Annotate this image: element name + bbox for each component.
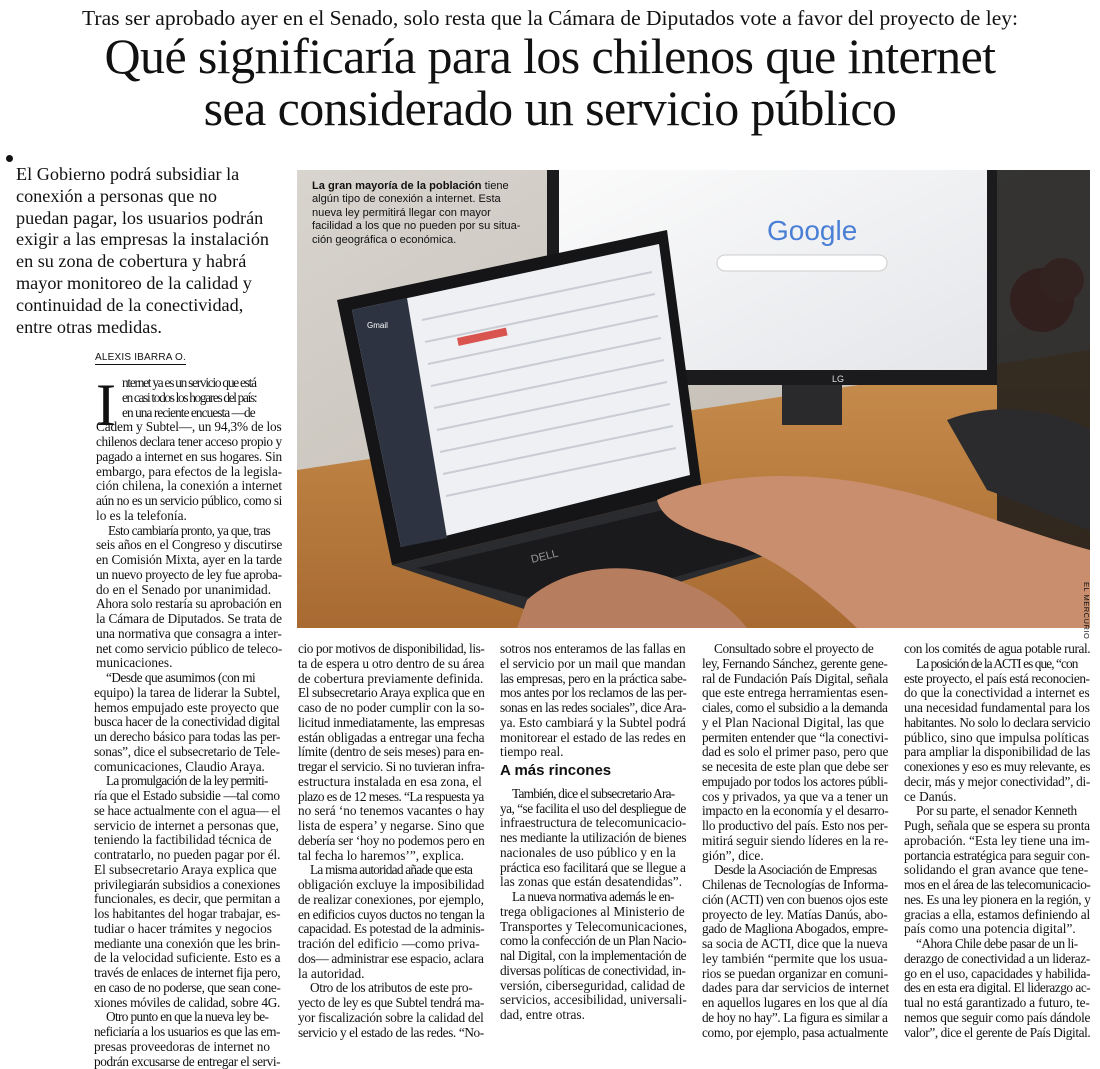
body-line: monitorear el estado de las redes en (500, 731, 686, 746)
deck-line: entre otras medidas. (16, 317, 278, 339)
byline: ALEXIS IBARRA O. (95, 352, 186, 365)
body-line: funcionales, es decir, que permitan a (94, 892, 282, 907)
kicker: Tras ser aprobado ayer en el Senado, solo resta que la Cámara de Diputados vote a favor del proyecto de ley: (0, 6, 1100, 30)
body-line: valor”, dice el gerente de País Digital. (904, 1026, 1090, 1041)
body-line: proyecto de ley. Matías Danús, abo- (702, 908, 888, 923)
body-line: Pugh, señala que se espera su pronta (904, 819, 1090, 834)
body-line: una necesidad fundamental para los (904, 701, 1090, 716)
body-line: aprobación. “Esta ley tiene una im- (904, 834, 1090, 849)
body-line: nacionales de uso público y en la (500, 846, 686, 861)
body-line: debería ser ‘hoy no podemos pero en (298, 834, 484, 849)
body-line: mitirá seguir siendo líderes en la re- (702, 834, 888, 849)
body-line: caso de no poder cumplir con la so- (298, 701, 484, 716)
body-line: privilegiarán subsidios a conexiones (94, 878, 282, 893)
body-line: como la confección de un Plan Nacio- (500, 934, 686, 949)
deck-line: El Gobierno podrá subsidiar la (16, 164, 278, 186)
body-line: servicio de internet a personas que, (94, 819, 282, 834)
body-column-1 (96, 376, 282, 1069)
body-line: nal Digital, con la implementación de (500, 949, 686, 964)
body-line: La promulgación de la ley permiti- (94, 774, 282, 789)
body-line: las empresas, pero en la práctica sabe- (500, 672, 686, 687)
body-line: para ampliar la disponibilidad de las (904, 745, 1090, 760)
deck-line: puedan pagar, los usuarios podrán (16, 208, 278, 230)
body-line: trega obligaciones al Ministerio de (500, 905, 686, 920)
body-line: yecto de ley es que Subtel tendrá ma- (298, 996, 484, 1011)
body-line: nemos que seguir como país dándole (904, 1011, 1090, 1026)
body-line: yor fiscalización sobre la calidad del (298, 1011, 484, 1026)
body-line: empujado por todos los actores públi- (702, 775, 888, 790)
body-line: cos y privados, ya que va a tener un (702, 790, 888, 805)
body-line: nes mediante la utilización de bienes (500, 831, 686, 846)
body-line: ley también “permite que los usua- (702, 952, 888, 967)
body-line: tual no está garantizado a futuro, te- (904, 996, 1090, 1011)
body-line: ta de espera u otro dentro de su área (298, 657, 484, 672)
body-line: ciales, como el subsidio a la demanda (702, 701, 888, 716)
body-line: ría que el Estado subsidie —tal como (94, 789, 282, 804)
body-line: plazo es de 12 meses. “La respuesta ya (298, 790, 484, 805)
body-line: Consultado sobre el proyecto de (702, 642, 888, 657)
body-line: ya, “se facilita el uso del despliegue de (500, 802, 686, 817)
caption-line: algún tipo de conexión a internet. Esta (312, 193, 530, 206)
deck-line: exigir a las empresas la instalación (16, 229, 278, 251)
body-line: capacidad. Es potestad de la adminis- (298, 922, 484, 937)
body-line: contratarlo, no pueden pagar por él. (94, 848, 282, 863)
body-line: llo productivo del país. Esto nos per- (702, 819, 888, 834)
dropcap: I (96, 377, 116, 433)
body-line: seis años en el Congreso y discutirse (96, 538, 282, 553)
body-line: en caso de no poderse, que sean cone- (94, 981, 282, 996)
subheading: A más rincones (500, 764, 686, 779)
caption-text: tiene (485, 180, 509, 192)
body-line: en aquellos lugares en los que al día (702, 996, 888, 1011)
body-line: ley, Fernando Sánchez, gerente gene- (702, 657, 888, 672)
deck-bullet-icon (6, 155, 13, 162)
body-line: Esto cambiaría pronto, ya que, tras (96, 524, 282, 539)
body-line: La nueva normativa además le en- (500, 890, 686, 905)
body-line: la autoridad. (298, 967, 484, 982)
body-line: aún no es un servicio público, como si (96, 494, 282, 509)
body-line: través de enlaces de internet fija pero, (94, 966, 282, 981)
body-line: un derecho básico para todas las per- (94, 730, 282, 745)
body-line: lo es la telefonía. (96, 509, 282, 524)
body-line: licitud inmediatamente, las empresas (298, 716, 484, 731)
body-line: municaciones. (96, 656, 282, 671)
body-line: las zonas que están desatendidas”. (500, 875, 686, 890)
body-line: permiten entender que “la conectivi- (702, 731, 888, 746)
caption-line: facilidad a los que no pueden por su situa- (312, 220, 530, 233)
body-line: do en el Senado por unanimidad. (96, 583, 282, 598)
body-line: podrán excusarse de entregar el servi- (94, 1055, 282, 1069)
body-line: obligación excluye la imposibilidad (298, 878, 484, 893)
caption-line: ción geográfica o económica. (312, 234, 530, 247)
body-line: tración del edificio —como priva- (298, 937, 484, 952)
body-line: embargo, para efectos de la legisla- (96, 465, 282, 480)
body-line: tiempo real. (500, 745, 686, 760)
body-line: gión”, dice. (702, 849, 888, 864)
headline-line-1: Qué significaría para los chilenos que internet (0, 30, 1100, 82)
body-line: de realizar conexiones, por ejemplo, (298, 893, 484, 908)
body-line: El subsecretario Araya explica que (94, 863, 282, 878)
body-line: “Desde que asumimos (con mi (94, 671, 282, 686)
body-line: práctica eso facilitará que se llegue a (500, 861, 686, 876)
body-line: público, sino que impulsa políticas (904, 731, 1090, 746)
body-line: rios se puedan organizar en comuni- (702, 967, 888, 982)
deck (16, 164, 278, 338)
photo-credit: EL MERCURIO (1082, 582, 1091, 639)
body-column-2 (298, 642, 484, 1040)
body-line: Transportes y Telecomunicaciones, (500, 920, 686, 935)
body-line: en casi todos los hogares del país: (96, 391, 282, 406)
body-line: teniendo la factibilidad técnica de (94, 833, 282, 848)
caption-line (312, 180, 530, 193)
photo-caption (312, 180, 530, 247)
body-line: versión, ciberseguridad, calidad de (500, 979, 686, 994)
body-line: con los comités de agua potable rural. (904, 642, 1090, 657)
monitor-brand: LG (832, 374, 844, 384)
body-line: También, dice el subsecretario Ara- (500, 787, 686, 802)
body-line: conexiones y eso es muy relevante, es (904, 760, 1090, 775)
body-line: dos— administrar ese espacio, aclara (298, 952, 484, 967)
body-line: nternet ya es un servicio que está (96, 376, 282, 391)
body-line: derazgo de conectividad a un lideraz- (904, 952, 1090, 967)
body-line: sonas en las redes sociales”, dice Ara- (500, 701, 686, 716)
body-line: ya. Esto cambiará y la Subtel podrá (500, 716, 686, 731)
body-line: se necesita de este plan que debe ser (702, 760, 888, 775)
body-line: sotros nos enteramos de las fallas en (500, 642, 686, 657)
body-line: sa socia de ACTI, dice que la nueva (702, 937, 888, 952)
body-line: de la velocidad suficiente. Esto es a (94, 951, 282, 966)
body-line: ral de Fundación País Digital, señala (702, 672, 888, 687)
body-line: sonas”, dice el subsecretario de Tele- (94, 745, 282, 760)
body-line: de hoy no hay”. La figura es similar a (702, 1011, 888, 1026)
body-line: tudiar o hacer trámites y negocios (94, 922, 282, 937)
body-line: do que la conectividad a internet es (904, 686, 1090, 701)
google-logo: Google (767, 215, 857, 246)
body-line: dad es solo el primer paso, pero que (702, 745, 888, 760)
body-line: una normativa que consagra a inter- (96, 627, 282, 642)
body-line: un nuevo proyecto de ley fue aproba- (96, 568, 282, 583)
body-line: Desde la Asociación de Empresas (702, 863, 888, 878)
body-line: Ahora solo restaría su aprobación en (96, 597, 282, 612)
body-line: como, por ejemplo, pasa actualmente (702, 1026, 888, 1041)
body-line: neficiaría a los usuarios es que las em- (94, 1025, 282, 1040)
body-column-5 (904, 642, 1090, 1040)
body-line: impacto en la economía y el desarro- (702, 804, 888, 819)
body-line: chilenos declara tener acceso propio y (96, 435, 282, 450)
body-line: mediante una conexión que les brin- (94, 937, 282, 952)
body-line: ce Danús. (904, 790, 1090, 805)
body-line: El subsecretario Araya explica que en (298, 686, 484, 701)
body-line: no será ‘no tenemos vacantes o hay (298, 804, 484, 819)
body-line: cio por motivos de disponibilidad, lis- (298, 642, 484, 657)
body-line: Otro de los atributos de este pro- (298, 981, 484, 996)
body-line: los habitantes del hogar trabajar, es- (94, 907, 282, 922)
caption-line: nueva ley permitirá llegar con mayor (312, 207, 530, 220)
body-line: net como servicio público de teleco- (96, 642, 282, 657)
body-line: La misma autoridad añade que esta (298, 863, 484, 878)
body-line: este proyecto, el país está reconocien- (904, 672, 1090, 687)
body-line: dad, entre otras. (500, 1008, 686, 1023)
body-line: xiones móviles de calidad, sobre 4G. (94, 996, 282, 1011)
body-line: estructura instalada en esa zona, el (298, 775, 484, 790)
body-line: en Comisión Mixta, ayer en la tarde (96, 553, 282, 568)
body-line: go en el uso, capacidades y habilida- (904, 967, 1090, 982)
body-line: Otro punto en que la nueva ley be- (94, 1010, 282, 1025)
headline-line-2: sea considerado un servicio público (0, 82, 1100, 134)
body-line: están obligadas a entregar una fecha (298, 731, 484, 746)
body-column-3 (500, 642, 686, 1023)
body-line: que este entrega herramientas esen- (702, 686, 888, 701)
body-line: se hace actualmente con el agua— el (94, 804, 282, 819)
gmail-label: Gmail (367, 321, 388, 330)
body-line: infraestructura de telecomunicacio- (500, 816, 686, 831)
body-line: mos en el área de las telecomunicacio- (904, 878, 1090, 893)
body-line: solidando el gran avance que tene- (904, 863, 1090, 878)
body-line: “Ahora Chile debe pasar de un li- (904, 937, 1090, 952)
body-line: hemos empujado este proyecto que (94, 701, 282, 716)
body-line: tal fecha lo haremos’”, explica. (298, 849, 484, 864)
body-line: pagado a internet en sus hogares. Sin (96, 450, 282, 465)
body-line: ción chilena, la conexión a internet (96, 479, 282, 494)
headline (0, 30, 1100, 134)
body-line: equipo) la tarea de liderar la Subtel, (94, 686, 282, 701)
deck-line: mayor monitoreo de la calidad y (16, 273, 278, 295)
body-line: servicio y el estado de las redes. “No- (298, 1026, 484, 1041)
body-line: diversas políticas de conectividad, in- (500, 964, 686, 979)
deck-line: continuidad de la conectividad, (16, 295, 278, 317)
body-line: La posición de la ACTI es que, “con (904, 657, 1090, 672)
body-line: la Cámara de Diputados. Se trata de (96, 612, 282, 627)
body-line: límite (dentro de seis meses) para en- (298, 745, 484, 760)
body-line: nes. Es una ley pionera en la región, y (904, 893, 1090, 908)
body-line: presas proveedoras de internet no (94, 1040, 282, 1055)
body-line: en una reciente encuesta —de (96, 406, 282, 421)
body-line: Por su parte, el senador Kenneth (904, 804, 1090, 819)
body-line: ción (ACTI) ven con buenos ojos este (702, 893, 888, 908)
deck-line: conexión a personas que no (16, 186, 278, 208)
body-line: en edificios cuyos ductos no tengan la (298, 908, 484, 923)
caption-bold: La gran mayoría de la población (312, 180, 482, 192)
body-line: comunicaciones, Claudio Araya. (94, 760, 282, 775)
body-line: y el Plan Nacional Digital, las que (702, 716, 888, 731)
body-line: Cadem y Subtel—, un 94,3% de los (96, 420, 282, 435)
laptop-brand: DELL (530, 548, 560, 566)
body-column-4 (702, 642, 888, 1040)
body-line: busca hacer de la conectividad digital (94, 715, 282, 730)
body-line: el servicio por un mail que mandan (500, 657, 686, 672)
deck-line: en su zona de cobertura y habrá (16, 251, 278, 273)
body-line: de cobertura previamente definida. (298, 672, 484, 687)
body-line: decir, más y mejor conectividad”, di- (904, 775, 1090, 790)
body-line: país como una potencia digital”. (904, 922, 1090, 937)
body-line: habitantes. No solo lo declara servicio (904, 716, 1090, 731)
body-line: gado de Magliona Abogados, empre- (702, 922, 888, 937)
body-line: tregar el servicio. Si no tuvieran infra- (298, 760, 484, 775)
body-line: servicios, accesibilidad, universali- (500, 993, 686, 1008)
body-line: dades para dar servicios de internet (702, 981, 888, 996)
body-line: Chilenas de Tecnologías de Informa- (702, 878, 888, 893)
body-line: portancia estratégica para seguir con- (904, 849, 1090, 864)
body-line: des en esta era digital. El liderazgo ac- (904, 981, 1090, 996)
body-line: mos antes por los reclamos de las per- (500, 686, 686, 701)
body-line: lista de espera’ y negarse. Sino que (298, 819, 484, 834)
body-line: gracias a ella, estamos definiendo al (904, 908, 1090, 923)
